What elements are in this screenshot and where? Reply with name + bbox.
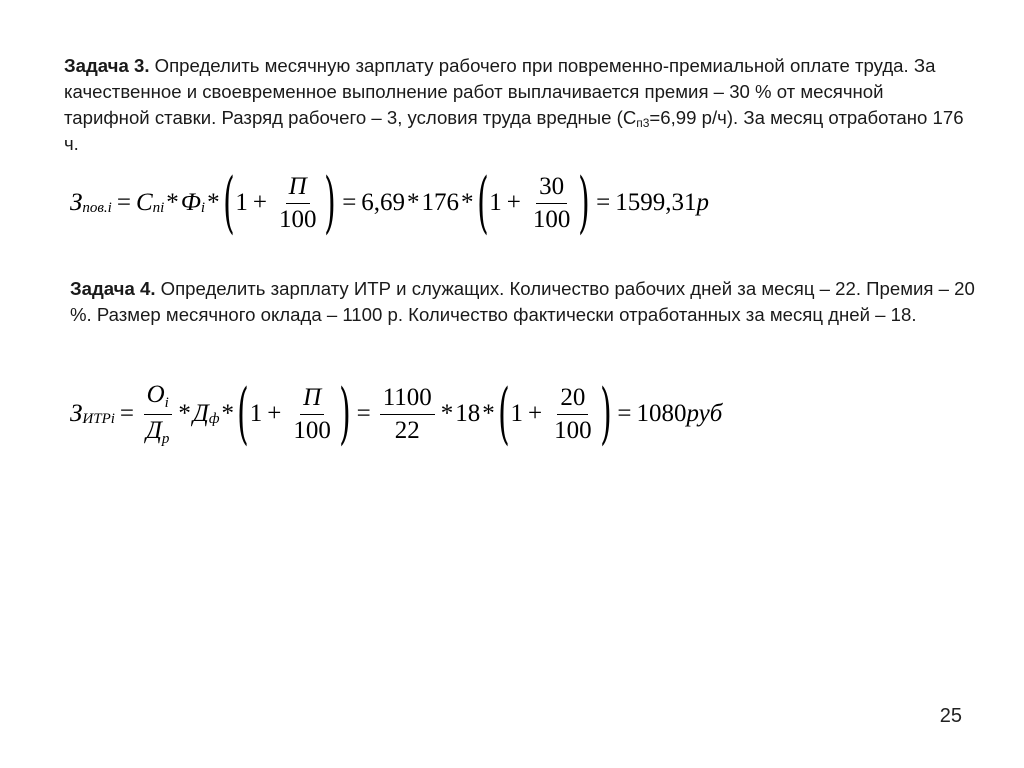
f3-one-1: 1 [235, 189, 248, 216]
task-4-paragraph [70, 276, 980, 328]
f3-plus-1: + [252, 189, 267, 216]
f4-right-paren-2: ) [599, 375, 612, 452]
f3-multiply-4: * [461, 189, 474, 216]
task-3-heading: Задача 3. [64, 55, 150, 76]
f4-fraction-2-numerator: П [300, 383, 324, 415]
f3-fraction-premium [276, 172, 320, 235]
f4-result-unit: руб [686, 400, 723, 427]
f4-salary-symbol: О [146, 380, 165, 408]
f4-workdays-symbol: Д [146, 416, 162, 444]
f4-one-2: 1 [510, 400, 524, 427]
f4-multiply-2: * [221, 400, 234, 427]
task-3-paragraph [64, 53, 964, 157]
f4-result-value: 1080 [636, 400, 687, 427]
task-4-text: Определить зарплату ИТР и служащих. Количество рабочих дней за месяц – 22. Премия – 20 %. Размер месячного оклада – 1100 р. Количество фактически отработанных за месяц дней – 18. [70, 278, 975, 325]
f3-equals-1: = [116, 189, 131, 216]
f4-equals-2: = [356, 400, 371, 427]
f3-fraction-30-percent [530, 172, 574, 235]
f4-left-paren-1: ( [237, 375, 249, 452]
f4-equals-3: = [617, 400, 632, 427]
f3-multiply-2: * [207, 189, 220, 216]
f4-equals-1: = [119, 400, 135, 427]
f3-multiply-1: * [166, 189, 179, 216]
f4-plus-2: + [528, 400, 543, 427]
f4-right-paren-1: ) [338, 375, 351, 452]
f3-right-paren-1: ) [324, 164, 337, 241]
f4-fraction-1-denominator [143, 415, 172, 449]
f4-multiply-4: * [482, 400, 495, 427]
f3-c-symbol: С [135, 189, 153, 216]
f4-lhs-subscript: ИТРi [82, 410, 115, 427]
f3-one-2: 1 [489, 189, 502, 216]
f4-days-value: 18 [455, 400, 481, 427]
task-3-rate-subscript: п3 [636, 116, 650, 130]
f4-actual-days-subscript: ф [208, 410, 220, 427]
formula-3 [70, 166, 709, 240]
f4-one-1: 1 [249, 400, 263, 427]
f4-workdays-subscript: р [161, 430, 170, 447]
f3-left-paren-2: ( [476, 164, 489, 241]
f4-multiply-1: * [178, 400, 191, 427]
task-3-text-part-2: =6,99 р/ч). За месяц отработано 176 ч. [64, 107, 964, 154]
f3-phi-symbol: Ф [180, 189, 201, 216]
f4-multiply-3: * [440, 400, 454, 427]
f4-fraction-4-numerator: 20 [557, 383, 588, 415]
f3-multiply-3: * [407, 189, 420, 216]
task-3-text-part-1: Определить месячную зарплату рабочего при повременно-премиальной оплате труда. За качественное и своевременное выполнение работ выплачивается премия – 30 % от месячной тарифной ставки. Разряд рабочего – 3, условия труда вредные (С [64, 55, 936, 128]
f4-fraction-3-denominator: 22 [394, 416, 420, 444]
f3-equals-2: = [342, 189, 357, 216]
f3-plus-2: + [506, 189, 521, 216]
f3-right-paren-2: ) [578, 164, 591, 241]
f4-fraction-20-percent [551, 383, 595, 446]
f4-left-paren-2: ( [497, 375, 510, 452]
f4-fraction-3-numerator: 1100 [380, 383, 435, 415]
f3-fraction-2-numerator: 30 [536, 172, 567, 204]
f3-result-unit: р [696, 189, 710, 216]
f4-fraction-2-denominator: 100 [293, 416, 331, 444]
f4-fraction-salary-per-day [143, 380, 172, 449]
f4-lhs-symbol: З [70, 400, 83, 427]
f3-phi-subscript: i [200, 199, 206, 216]
f4-fraction-4-denominator: 100 [554, 416, 592, 444]
f4-fraction-1-numerator [144, 380, 172, 415]
f4-actual-days-symbol: Д [192, 400, 209, 427]
f3-lhs-symbol: З [70, 189, 83, 216]
f4-salary-subscript: i [164, 394, 169, 411]
f3-fraction-2-denominator: 100 [532, 205, 571, 233]
task-4-heading: Задача 4. [70, 278, 156, 299]
page-number: 25 [939, 705, 962, 727]
f3-left-paren-1: ( [222, 164, 235, 241]
f3-c-subscript: пi [152, 199, 165, 216]
f4-fraction-1100-22 [380, 383, 435, 446]
f3-lhs-subscript: пов.i [82, 199, 112, 216]
f3-fraction-1-numerator: П [286, 172, 310, 204]
f3-fraction-1-denominator: 100 [278, 205, 317, 233]
formula-4 [70, 375, 723, 452]
f3-hours-value: 176 [421, 189, 460, 216]
f4-fraction-premium [290, 383, 334, 446]
f3-rate-value: 6,69 [361, 189, 406, 216]
f3-equals-3: = [596, 189, 611, 216]
f3-result-value: 1599,31 [615, 189, 697, 216]
f4-plus-1: + [267, 400, 282, 427]
